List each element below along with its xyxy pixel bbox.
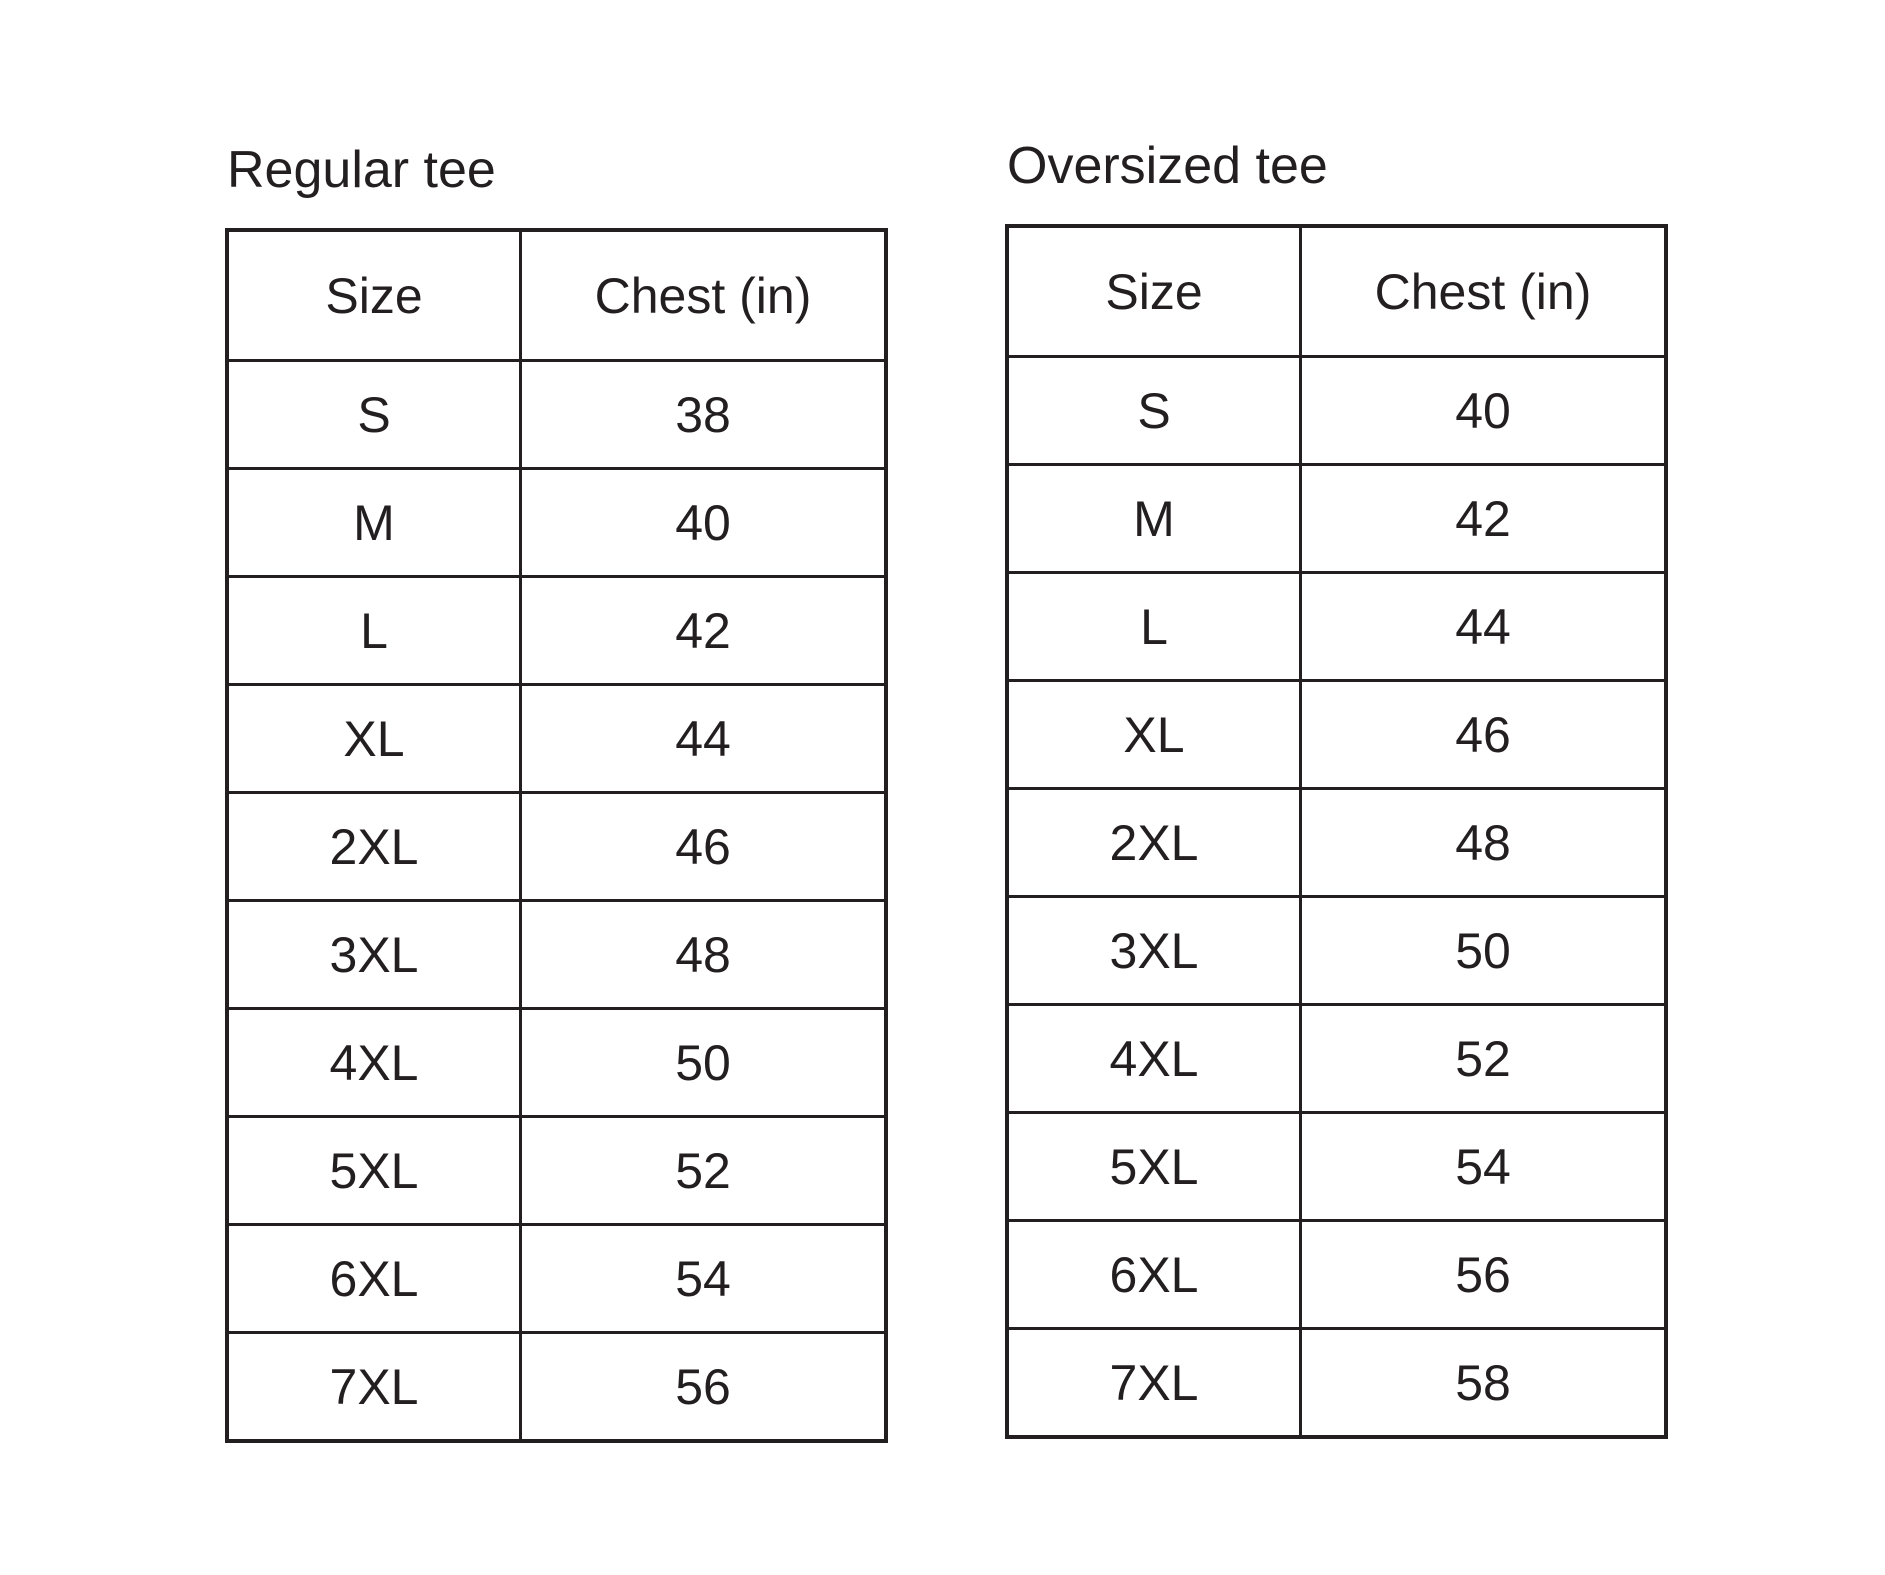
table-row (1007, 357, 1666, 465)
regular-tee-title: Regular tee (227, 141, 496, 199)
chest-cell: 48 (1301, 789, 1667, 897)
size-cell: S (227, 361, 521, 469)
table-row (227, 1117, 886, 1225)
table-row (1007, 1329, 1666, 1438)
chest-cell: 54 (1301, 1113, 1667, 1221)
chest-cell: 50 (521, 1009, 887, 1117)
chest-cell: 52 (521, 1117, 887, 1225)
size-cell: L (1007, 573, 1301, 681)
chest-cell: 56 (1301, 1221, 1667, 1329)
size-cell: 4XL (1007, 1005, 1301, 1113)
size-cell: 7XL (1007, 1329, 1301, 1438)
regular-tee-table (225, 228, 888, 1443)
size-cell: XL (227, 685, 521, 793)
chest-cell: 42 (521, 577, 887, 685)
chest-cell: 58 (1301, 1329, 1667, 1438)
table-row (227, 1225, 886, 1333)
table-row (227, 793, 886, 901)
table-row (227, 1009, 886, 1117)
chest-cell: 40 (521, 469, 887, 577)
size-cell: L (227, 577, 521, 685)
table-row (227, 361, 886, 469)
size-cell: S (1007, 357, 1301, 465)
size-cell: 2XL (227, 793, 521, 901)
chest-cell: 42 (1301, 465, 1667, 573)
chest-cell: 46 (1301, 681, 1667, 789)
chest-column-header: Chest (in) (1301, 226, 1667, 357)
table-row (227, 901, 886, 1009)
chest-column-header: Chest (in) (521, 230, 887, 361)
size-cell: XL (1007, 681, 1301, 789)
oversized-tee-table (1005, 224, 1668, 1439)
size-cell: 7XL (227, 1333, 521, 1442)
size-cell: 2XL (1007, 789, 1301, 897)
table-row (1007, 573, 1666, 681)
table-row (1007, 789, 1666, 897)
chest-cell: 50 (1301, 897, 1667, 1005)
table-row (1007, 681, 1666, 789)
chest-cell: 38 (521, 361, 887, 469)
regular-tee-size-chart (225, 140, 888, 1443)
chest-cell: 46 (521, 793, 887, 901)
table-row (227, 1333, 886, 1442)
size-cell: 5XL (1007, 1113, 1301, 1221)
size-column-header: Size (1007, 226, 1301, 357)
size-cell: 3XL (1007, 897, 1301, 1005)
table-row (1007, 897, 1666, 1005)
table-row (1007, 1113, 1666, 1221)
chest-cell: 44 (521, 685, 887, 793)
chest-cell: 44 (1301, 573, 1667, 681)
size-cell: 5XL (227, 1117, 521, 1225)
table-row (227, 577, 886, 685)
chest-cell: 52 (1301, 1005, 1667, 1113)
size-cell: 4XL (227, 1009, 521, 1117)
size-cell: M (1007, 465, 1301, 573)
size-cell: 3XL (227, 901, 521, 1009)
table-row (1007, 465, 1666, 573)
table-row (227, 469, 886, 577)
size-cell: 6XL (1007, 1221, 1301, 1329)
size-cell: 6XL (227, 1225, 521, 1333)
oversized-tee-size-chart (1005, 136, 1668, 1439)
chest-cell: 40 (1301, 357, 1667, 465)
table-body (227, 361, 886, 1442)
table-header-row (227, 230, 886, 361)
chest-cell: 56 (521, 1333, 887, 1442)
chest-cell: 48 (521, 901, 887, 1009)
oversized-tee-title: Oversized tee (1007, 137, 1328, 195)
chest-cell: 54 (521, 1225, 887, 1333)
table-row (1007, 1221, 1666, 1329)
table-body (1007, 357, 1666, 1438)
table-row (227, 685, 886, 793)
table-header-row (1007, 226, 1666, 357)
size-cell: M (227, 469, 521, 577)
size-column-header: Size (227, 230, 521, 361)
table-row (1007, 1005, 1666, 1113)
